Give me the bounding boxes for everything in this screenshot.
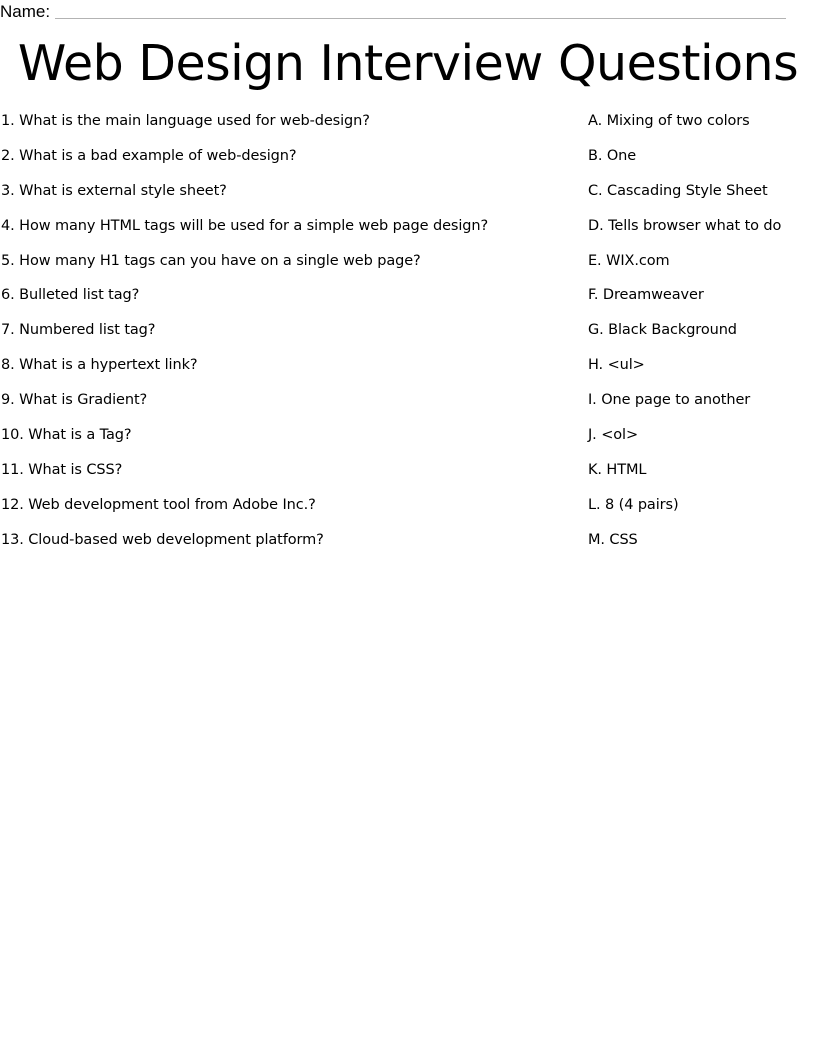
questions-list bbox=[1, 111, 561, 565]
question-item: 11. What is CSS? bbox=[1, 461, 123, 478]
question-item: 8. What is a hypertext link? bbox=[1, 357, 198, 374]
name-label: Name: bbox=[0, 2, 51, 21]
answer-item: C. Cascading Style Sheet bbox=[588, 182, 768, 199]
question-item: 6. Bulleted list tag? bbox=[1, 287, 140, 304]
answer-item: A. Mixing of two colors bbox=[588, 113, 750, 129]
name-write-line[interactable] bbox=[55, 18, 786, 19]
answer-item: G. Black Background bbox=[588, 322, 737, 339]
question-item: 12. Web development tool from Adobe Inc.? bbox=[1, 496, 316, 513]
question-item: 7. Numbered list tag? bbox=[1, 322, 156, 339]
question-item: 1. What is the main language used for web-design? bbox=[1, 113, 370, 129]
answer-item: M. CSS bbox=[588, 531, 638, 548]
answers-list bbox=[588, 111, 814, 565]
question-item: 2. What is a bad example of web-design? bbox=[1, 147, 297, 164]
page-title: Web Design Interview Questions bbox=[17, 35, 799, 92]
question-item: 3. What is external style sheet? bbox=[1, 182, 227, 199]
question-item: 4. How many HTML tags will be used for a simple web page design? bbox=[1, 217, 489, 234]
question-item: 10. What is a Tag? bbox=[1, 427, 132, 444]
answer-item: I. One page to another bbox=[588, 392, 751, 409]
question-item: 9. What is Gradient? bbox=[1, 392, 148, 409]
answer-item: K. HTML bbox=[588, 461, 647, 478]
answer-item: F. Dreamweaver bbox=[588, 287, 704, 304]
answer-item: D. Tells browser what to do bbox=[588, 217, 782, 234]
answer-item: J. <ol> bbox=[588, 427, 638, 444]
question-item: 13. Cloud-based web development platform? bbox=[1, 531, 324, 548]
answer-item: H. <ul> bbox=[588, 357, 645, 374]
name-field-row bbox=[0, 0, 786, 22]
question-item: 5. How many H1 tags can you have on a single web page? bbox=[1, 252, 421, 269]
answer-item: L. 8 (4 pairs) bbox=[588, 496, 679, 513]
answer-item: E. WIX.com bbox=[588, 252, 670, 269]
answer-item: B. One bbox=[588, 147, 637, 164]
